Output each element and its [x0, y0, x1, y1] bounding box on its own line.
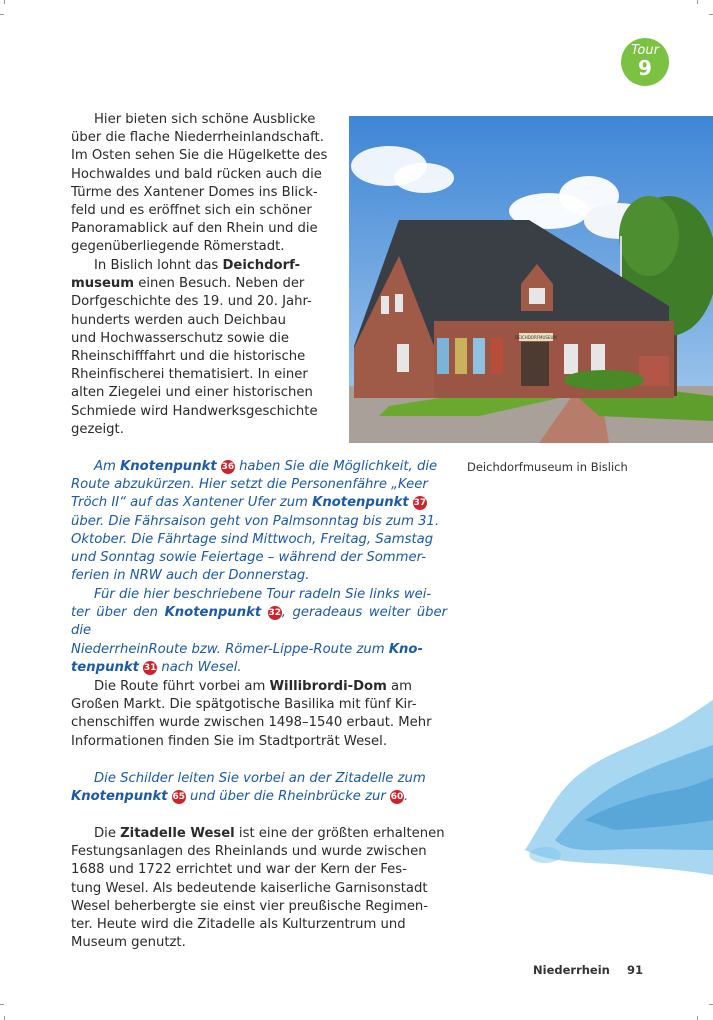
bold-term: Deichdorf- — [222, 258, 301, 273]
text-line: In Bislich lohnt das — [94, 258, 223, 273]
tour-badge-label: Tour — [631, 43, 659, 58]
text-line: alten Ziegelei und einer historischen — [71, 385, 313, 401]
crop-mark — [697, 0, 698, 4]
text-line: Festungsanlagen des Rheinlands und wurde zwischen — [71, 844, 427, 860]
text-line: , geradeaus weiter über die — [71, 605, 447, 639]
text-line: ter. Heute wird die Zitadelle als Kulturzentrum und — [71, 917, 406, 933]
zitadelle-paragraph — [71, 825, 447, 952]
bold-term: Zitadelle Wesel — [120, 826, 235, 841]
crop-mark — [4, 1016, 5, 1020]
bold-term: tenpunkt — [71, 659, 139, 675]
text-line: über die flache Niederrheinlandschaft. — [71, 130, 324, 146]
text-line: Panoramablick auf den Rhein und die — [71, 221, 318, 237]
tour-badge — [621, 38, 669, 86]
crop-mark — [4, 0, 5, 4]
text-line: am — [386, 679, 412, 694]
museum-paragraph — [71, 257, 331, 439]
text-line: Rheinfischerei thematisiert. In einer — [71, 367, 308, 383]
crop-mark — [697, 1016, 698, 1020]
text-line: Wesel beherbergte sie einst vier preußische Regimen- — [71, 898, 429, 914]
text-line: nach Wesel. — [157, 659, 242, 675]
text-line: Schmiede wird Handwerksgeschichte — [71, 403, 318, 419]
text-line: Informationen finden Sie im Stadtporträt Wesel. — [71, 733, 388, 749]
text-line: Museum genutzt. — [71, 935, 186, 951]
text-line: Dorfgeschichte des 19. und 20. Jahr- — [71, 294, 312, 310]
text-line: NiederrheinRoute bzw. Römer-Lippe-Route zum — [71, 641, 389, 657]
text-line: und Sonntag sowie Feiertage – während der Sommer- — [71, 550, 427, 566]
page-number: 91 — [627, 963, 644, 977]
text-line: Großen Markt. Die spätgotische Basilika mit fünf Kir- — [71, 697, 417, 713]
footer-region: Niederrhein — [533, 963, 610, 977]
text-line: hunderts werden auch Deichbau — [71, 312, 286, 328]
text-line: Türme des Xantener Domes ins Blick- — [71, 184, 318, 200]
text-line: Die Route führt vorbei am — [94, 679, 270, 694]
text-line: Rheinschifffahrt und die historische — [71, 349, 306, 365]
intro-paragraph — [71, 111, 331, 257]
text-line: Hier bieten sich schöne Ausblicke — [94, 112, 316, 127]
node-marker: 60 — [390, 792, 404, 803]
museum-sign-text: DEICHDORFMUSEUM — [515, 335, 557, 340]
museum-photo — [349, 116, 713, 443]
bold-term: Knotenpunkt — [312, 495, 409, 511]
photo-caption: Deichdorfmuseum in Bislich — [467, 460, 628, 474]
text-line: Die — [94, 826, 121, 841]
text-line: feld und es eröffnet sich ein schöner — [71, 203, 312, 219]
route-direction-paragraph — [71, 586, 447, 677]
dom-paragraph — [71, 678, 447, 751]
text-line: und über die Rheinbrücke zur — [185, 789, 390, 805]
text-line: ter über den — [71, 605, 165, 621]
text-line: tung Wesel. Als bedeutende kaiserliche Garnisonstadt — [71, 880, 428, 896]
bold-term: Knotenpunkt — [120, 459, 217, 474]
signs-paragraph — [71, 770, 447, 806]
tour-badge-number: 9 — [638, 56, 652, 80]
text-line: Oktober. Die Fährtage sind Mittwoch, Freitag, Samstag — [71, 531, 434, 547]
text-line: Tröch II“ auf das Xantener Ufer zum — [71, 495, 313, 511]
text-line: Hochwaldes und bald rücken auch die — [71, 166, 322, 182]
node-marker: 36 — [221, 462, 235, 472]
text-line: und Hochwasserschutz sowie die — [71, 330, 289, 346]
text-line: gezeigt. — [71, 421, 124, 437]
watercolor-splash — [515, 700, 713, 880]
bold-term: museum — [71, 276, 135, 292]
bold-term: Willibrordi-Dom — [269, 679, 387, 694]
text-line: 1688 und 1722 errichtet und war der Kern der Fes- — [71, 862, 407, 878]
text-line: Route abzukürzen. Hier setzt die Personenfähre „Keer — [71, 477, 428, 493]
crop-mark — [709, 1004, 713, 1005]
text-line: über. Die Fährsaison geht von Palmsonntag bis zum 31. — [71, 513, 440, 529]
node-marker: 32 — [268, 608, 282, 619]
text-line: ist eine der größten erhaltenen — [234, 826, 445, 841]
text-line: . — [403, 789, 409, 805]
node-marker: 65 — [172, 792, 186, 803]
text-line: Im Osten sehen Sie die Hügelkette des — [71, 148, 328, 164]
route-note-paragraph — [71, 458, 447, 585]
bold-term: Knotenpunkt — [71, 789, 168, 805]
node-marker: 37 — [413, 498, 427, 509]
text-line: gegenüberliegende Römerstadt. — [71, 239, 285, 255]
crop-mark — [0, 1004, 4, 1005]
crop-mark — [0, 14, 4, 15]
text-line: Für die hier beschriebene Tour radeln Sie links wei- — [94, 587, 432, 602]
text-line: Die Schilder leiten Sie vorbei an der Zitadelle zum — [94, 771, 426, 786]
text-line: einen Besuch. Neben der — [134, 276, 305, 292]
crop-mark — [709, 14, 713, 15]
text-line: haben Sie die Möglichkeit, die — [234, 459, 438, 474]
text-line: Am — [94, 459, 121, 474]
node-marker: 31 — [143, 662, 157, 673]
text-line: chenschiffen wurde zwischen 1498–1540 erbaut. Mehr — [71, 715, 432, 731]
bold-term: Knotenpunkt — [164, 605, 262, 621]
bold-term: Kno- — [388, 641, 423, 657]
text-line: ferien in NRW auch der Donnerstag. — [71, 568, 310, 584]
